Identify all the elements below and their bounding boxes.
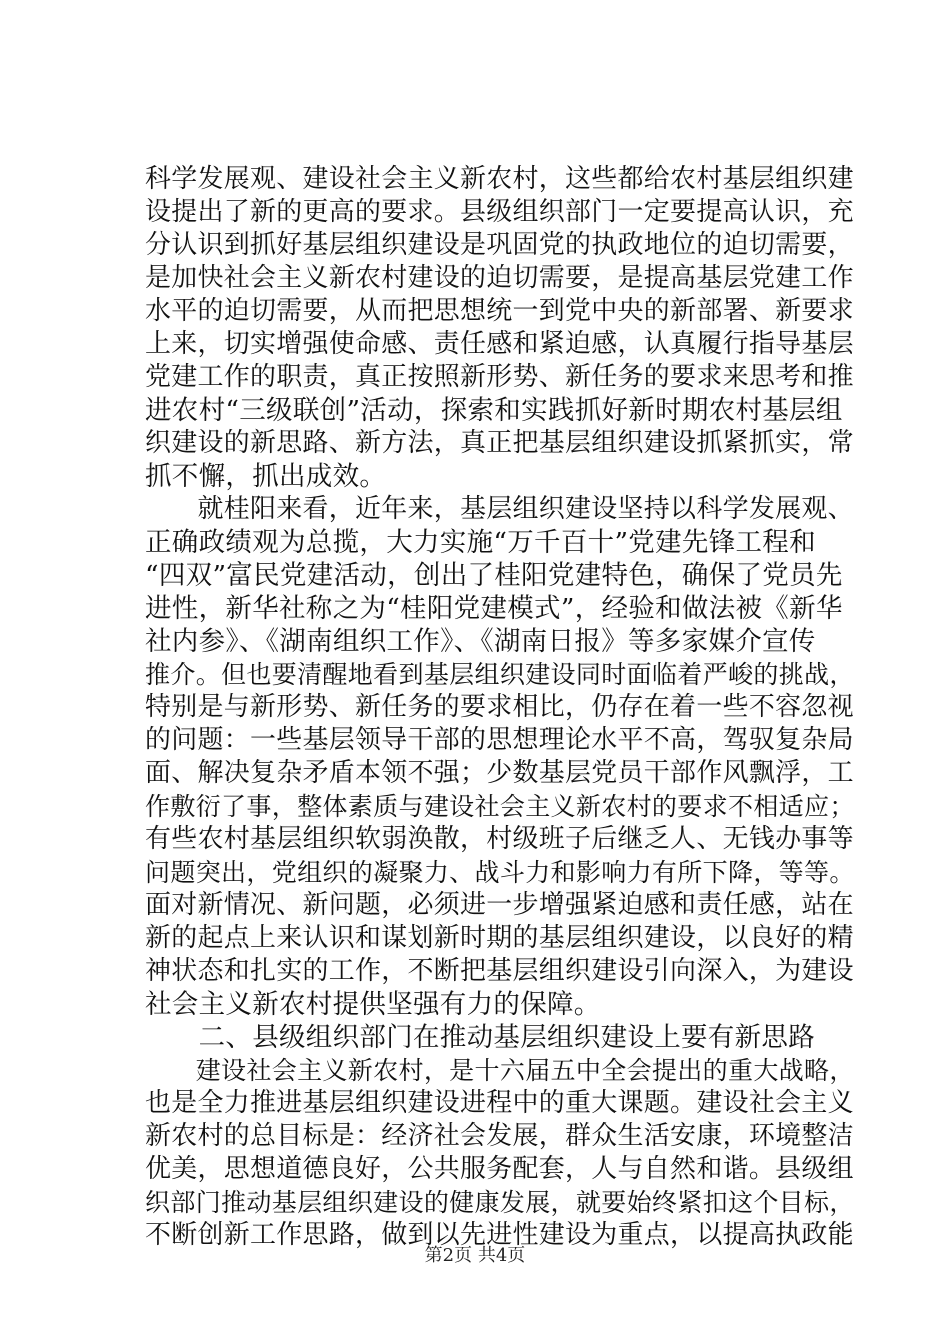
text-line: “四双”富民党建活动，创出了桂阳党建特色，确保了党员先 bbox=[145, 560, 843, 591]
text-line: 也是全力推进基层组织建设进程中的重大课题。建设社会主义 bbox=[145, 1088, 854, 1118]
text-line: 建设社会主义新农村，是十六届五中全会提出的重大战略， bbox=[145, 1056, 855, 1085]
text-line: 社会主义新农村提供坚强有力的保障。 bbox=[145, 989, 601, 1020]
section-heading: 二、县级组织部门在推动基层组织建设上要有新思路 bbox=[145, 1022, 815, 1053]
text-line: 织部门推动基层组织建设的健康发展，就要始终紧扣这个目标， bbox=[145, 1188, 855, 1217]
text-line: 面对新情况、新问题，必须进一步增强紧迫感和责任感，站在 bbox=[145, 890, 854, 920]
text-line: 分认识到抓好基层组织建设是巩固党的执政地位的迫切需要， bbox=[145, 230, 854, 260]
page-number-footer: 第2页 共4页 bbox=[424, 1245, 526, 1266]
text-line: 问题突出，党组织的凝聚力、战斗力和影响力有所下降，等等。 bbox=[145, 858, 855, 887]
text-line: 神状态和扎实的工作，不断把基层组织建设引向深入，为建设 bbox=[145, 956, 854, 986]
text-line: 优美，思想道德良好，公共服务配套，人与自然和谐。县级组 bbox=[145, 1154, 854, 1184]
text-line: 科学发展观、建设社会主义新农村，这些都给农村基层组织建 bbox=[145, 164, 854, 194]
text-line: 新的起点上来认识和谋划新时期的基层组织建设，以良好的精 bbox=[145, 923, 854, 953]
text-line: 上来，切实增强使命感、责任感和紧迫感，认真履行指导基层 bbox=[145, 329, 854, 359]
text-line: 特别是与新形势、新任务的要求相比，仍存在着一些不容忽视 bbox=[145, 692, 854, 722]
text-line: 不断创新工作思路，做到以先进性建设为重点，以提高执政能 bbox=[145, 1220, 854, 1250]
text-line: 就桂阳来看，近年来，基层组织建设坚持以科学发展观、 bbox=[145, 494, 854, 524]
text-line: 推介。但也要清醒地看到基层组织建设同时面临着严峻的挑战， bbox=[145, 660, 855, 689]
text-line: 有些农村基层组织软弱涣散，村级班子后继乏人、无钱办事等 bbox=[145, 824, 854, 854]
text-line: 新农村的总目标是：经济社会发展，群众生活安康，环境整洁 bbox=[145, 1121, 854, 1151]
text-line: 抓不懈，抓出成效。 bbox=[145, 461, 387, 492]
text-line: 作敷衍了事，整体素质与建设社会主义新农村的要求不相适应； bbox=[145, 792, 855, 821]
text-line: 设提出了新的更高的要求。县级组织部门一定要提高认识，充 bbox=[145, 197, 854, 227]
text-line: 的问题：一些基层领导干部的思想理论水平不高，驾驭复杂局 bbox=[145, 725, 854, 755]
text-line: 是加快社会主义新农村建设的迫切需要，是提高基层党建工作 bbox=[145, 263, 854, 293]
text-line: 进性，新华社称之为“桂阳党建模式”，经验和做法被《新华 bbox=[145, 593, 843, 624]
text-line: 社内参》、《湖南组织工作》、《湖南日报》等多家媒介宣传 bbox=[145, 626, 816, 657]
text-line: 水平的迫切需要，从而把思想统一到党中央的新部署、新要求 bbox=[145, 296, 854, 326]
text-line: 面、解决复杂矛盾本领不强；少数基层党员干部作风飘浮，工 bbox=[145, 758, 854, 788]
text-line: 进农村“三级联创”活动，探索和实践抓好新时期农村基层组 bbox=[145, 395, 843, 426]
document-body bbox=[145, 163, 857, 1252]
text-line: 正确政绩观为总揽，大力实施“万千百十”党建先锋工程和 bbox=[145, 527, 816, 558]
text-line: 织建设的新思路、新方法，真正把基层组织建设抓紧抓实，常 bbox=[145, 428, 854, 458]
text-line: 党建工作的职责，真正按照新形势、新任务的要求来思考和推 bbox=[145, 362, 854, 392]
